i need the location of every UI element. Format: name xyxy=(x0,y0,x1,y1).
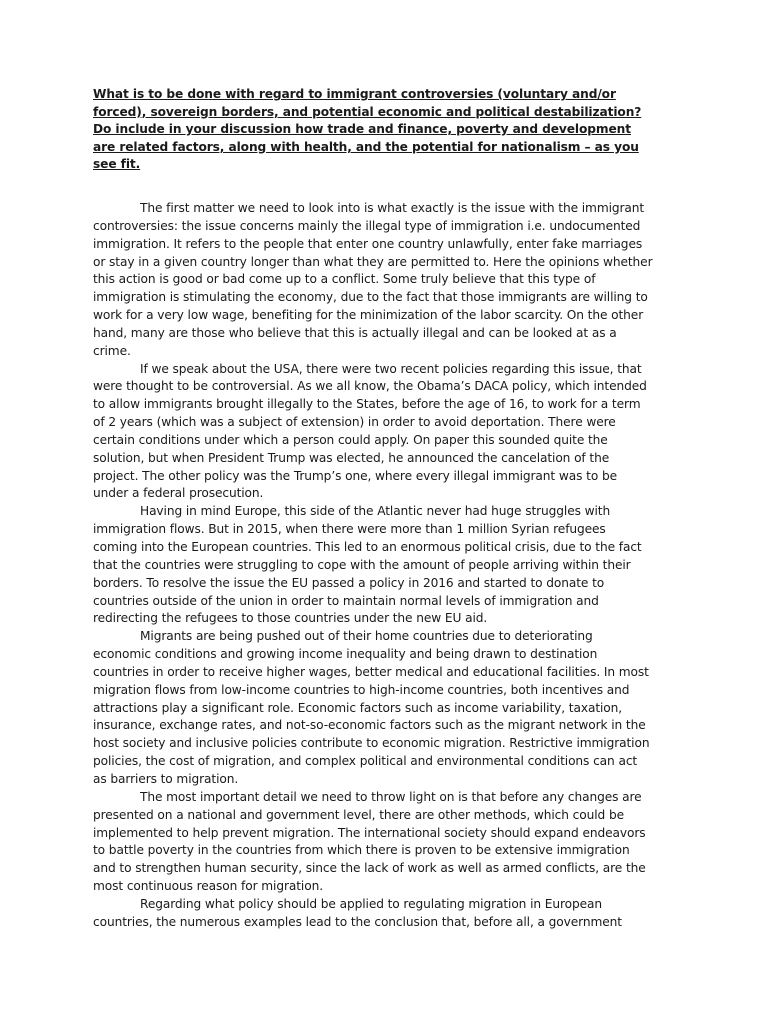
paragraph-usa-policies: If we speak about the USA, there were two recent policies regarding this issue, that were thought to be controversial. As we all know, the Obama’s DACA policy, which intended to allow immigrants brought illegally to the States, before the age of 16, to work for a term of 2 years (which was a subject of extension) in order to avoid deportation. There were certain conditions under which a person could apply. On paper this sounded quite the solution, but when President Trump was elected, he announced the cancelation of the project. The other policy was the Trump’s one, where every illegal immigrant was to be under a federal prosecution. xyxy=(93,361,647,501)
essay-question-heading: What is to be done with regard to immigrant controversies (voluntary and/or forced), sovereign borders, and potential economic and political destabilization? Do include in your discussion how trade and finance, poverty and development are related factors, along with health, and the potential for nationalism – as you see fit. xyxy=(93,87,642,172)
paragraph-european-policy: Regarding what policy should be applied to regulating migration in European countries, the numerous examples lead to the conclusion that, before all, a government xyxy=(93,896,622,929)
paragraph-prevention-methods: The most important detail we need to throw light on is that before any changes are presented on a national and government level, there are other methods, which could be implemented to help prevent migration. The international society should expand endeavors to battle poverty in the countries from which there is proven to be extensive immigration and to strengthen human security, since the lack of work as well as armed conflicts, are the most continuous reason for migration. xyxy=(93,789,646,894)
document-page xyxy=(93,86,653,932)
paragraph-migration-factors: Migrants are being pushed out of their home countries due to deteriorating economic conditions and growing income inequality and being drawn to destination countries in order to receive higher wages, better medical and educational facilities. In most migration flows from low-income countries to high-income countries, both incentives and attractions play a significant role. Economic factors such as income variability, taxation, insurance, exchange rates, and not-so-economic factors such as the migrant network in the host society and inclusive policies contribute to economic migration. Restrictive immigration policies, the cost of migration, and complex political and environmental conditions can act as barriers to migration. xyxy=(93,629,650,786)
paragraph-europe: Having in mind Europe, this side of the Atlantic never had huge struggles with immigration flows. But in 2015, when there were more than 1 million Syrian refugees coming into the European countries. This led to an enormous political crisis, due to the fact that the countries were struggling to cope with the amount of people arriving within their borders. To resolve the issue the EU passed a policy in 2016 and started to donate to countries outside of the union in order to maintain normal levels of immigration and redirecting the refugees to those countries under the new EU aid. xyxy=(93,504,642,626)
paragraph-immigrant-controversies: The first matter we need to look into is what exactly is the issue with the immigrant controversies: the issue concerns mainly the illegal type of immigration i.e. undocumented immigration. It refers to the people that enter one country unlawfully, enter fake marriages or stay in a given country longer than what they are permitted to. Here the opinions whether this action is good or bad come up to a conflict. Some truly believe that this type of immigration is stimulating the economy, due to the fact that those immigrants are willing to work for a very low wage, benefiting for the minimization of the labor scarcity. On the other hand, many are those who believe that this is actually illegal and can be looked at as a crime. xyxy=(93,200,653,358)
